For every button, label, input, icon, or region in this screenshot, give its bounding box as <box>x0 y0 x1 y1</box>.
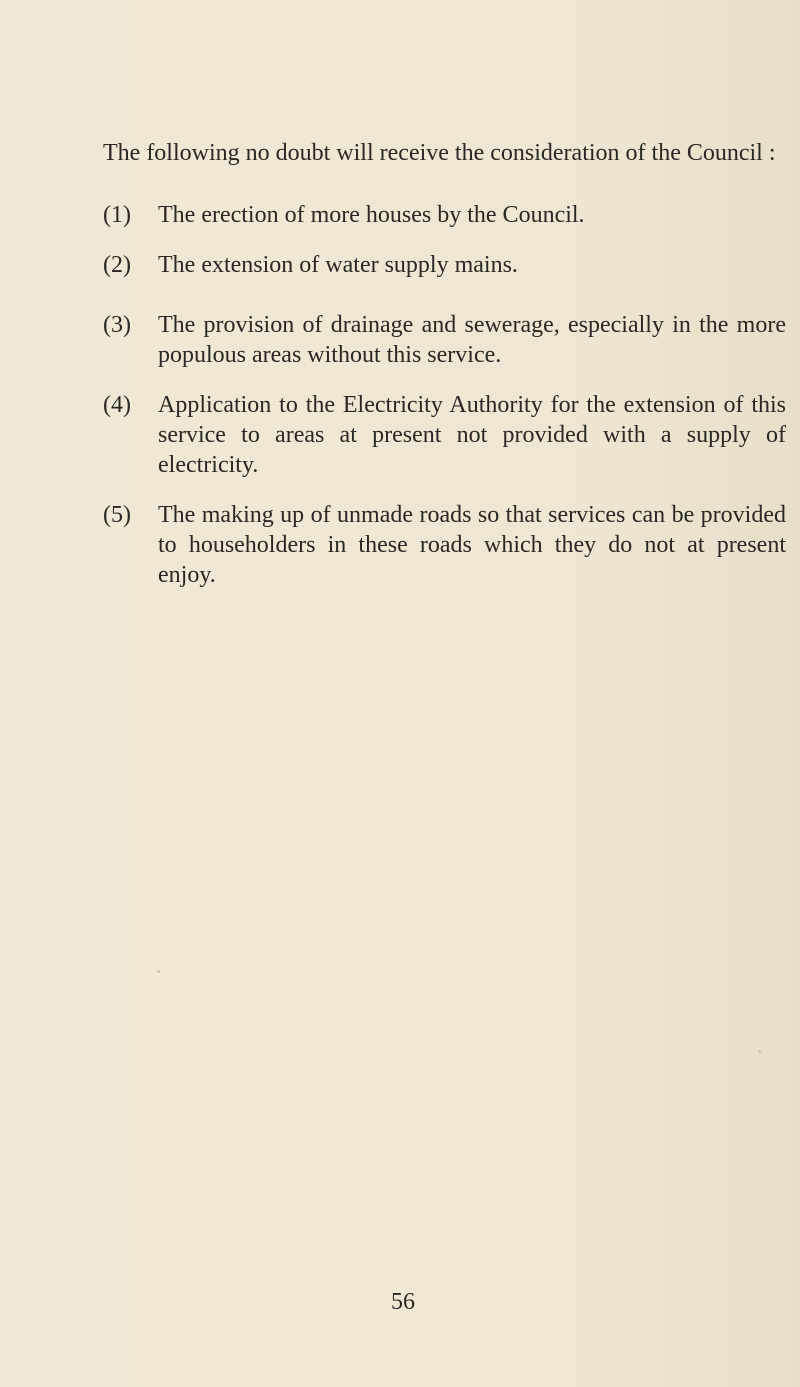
list-item-number: (4) <box>103 392 131 418</box>
list-item-4 <box>103 390 786 480</box>
list-item-text: The erection of more houses by the Council. <box>158 202 585 228</box>
list-item-text: The making up of unmade roads so that services can be provided to householders in these roads which they do not at present enjoy. <box>158 502 786 588</box>
list-item-number: (2) <box>103 252 131 278</box>
list-item-number: (3) <box>103 312 131 338</box>
list-item-text: The provision of drainage and sewerage, especially in the more populous areas without this service. <box>158 312 786 368</box>
list-item-3 <box>103 310 786 370</box>
page-number: 56 <box>391 1289 415 1315</box>
list-item-text: The extension of water supply mains. <box>158 252 518 278</box>
intro-paragraph: The following no doubt will receive the consideration of the Council : <box>103 140 776 166</box>
list-item-1 <box>103 200 786 230</box>
list-item-number: (1) <box>103 202 131 228</box>
paper-speck <box>157 970 160 973</box>
list-item-number: (5) <box>103 502 131 528</box>
list-item-5 <box>103 500 786 590</box>
list-item-2 <box>103 250 786 280</box>
paper-speck <box>758 1050 761 1053</box>
list-item-text: Application to the Electricity Authority for the extension of this service to areas at present not provided with a supply of electricity. <box>158 392 786 478</box>
